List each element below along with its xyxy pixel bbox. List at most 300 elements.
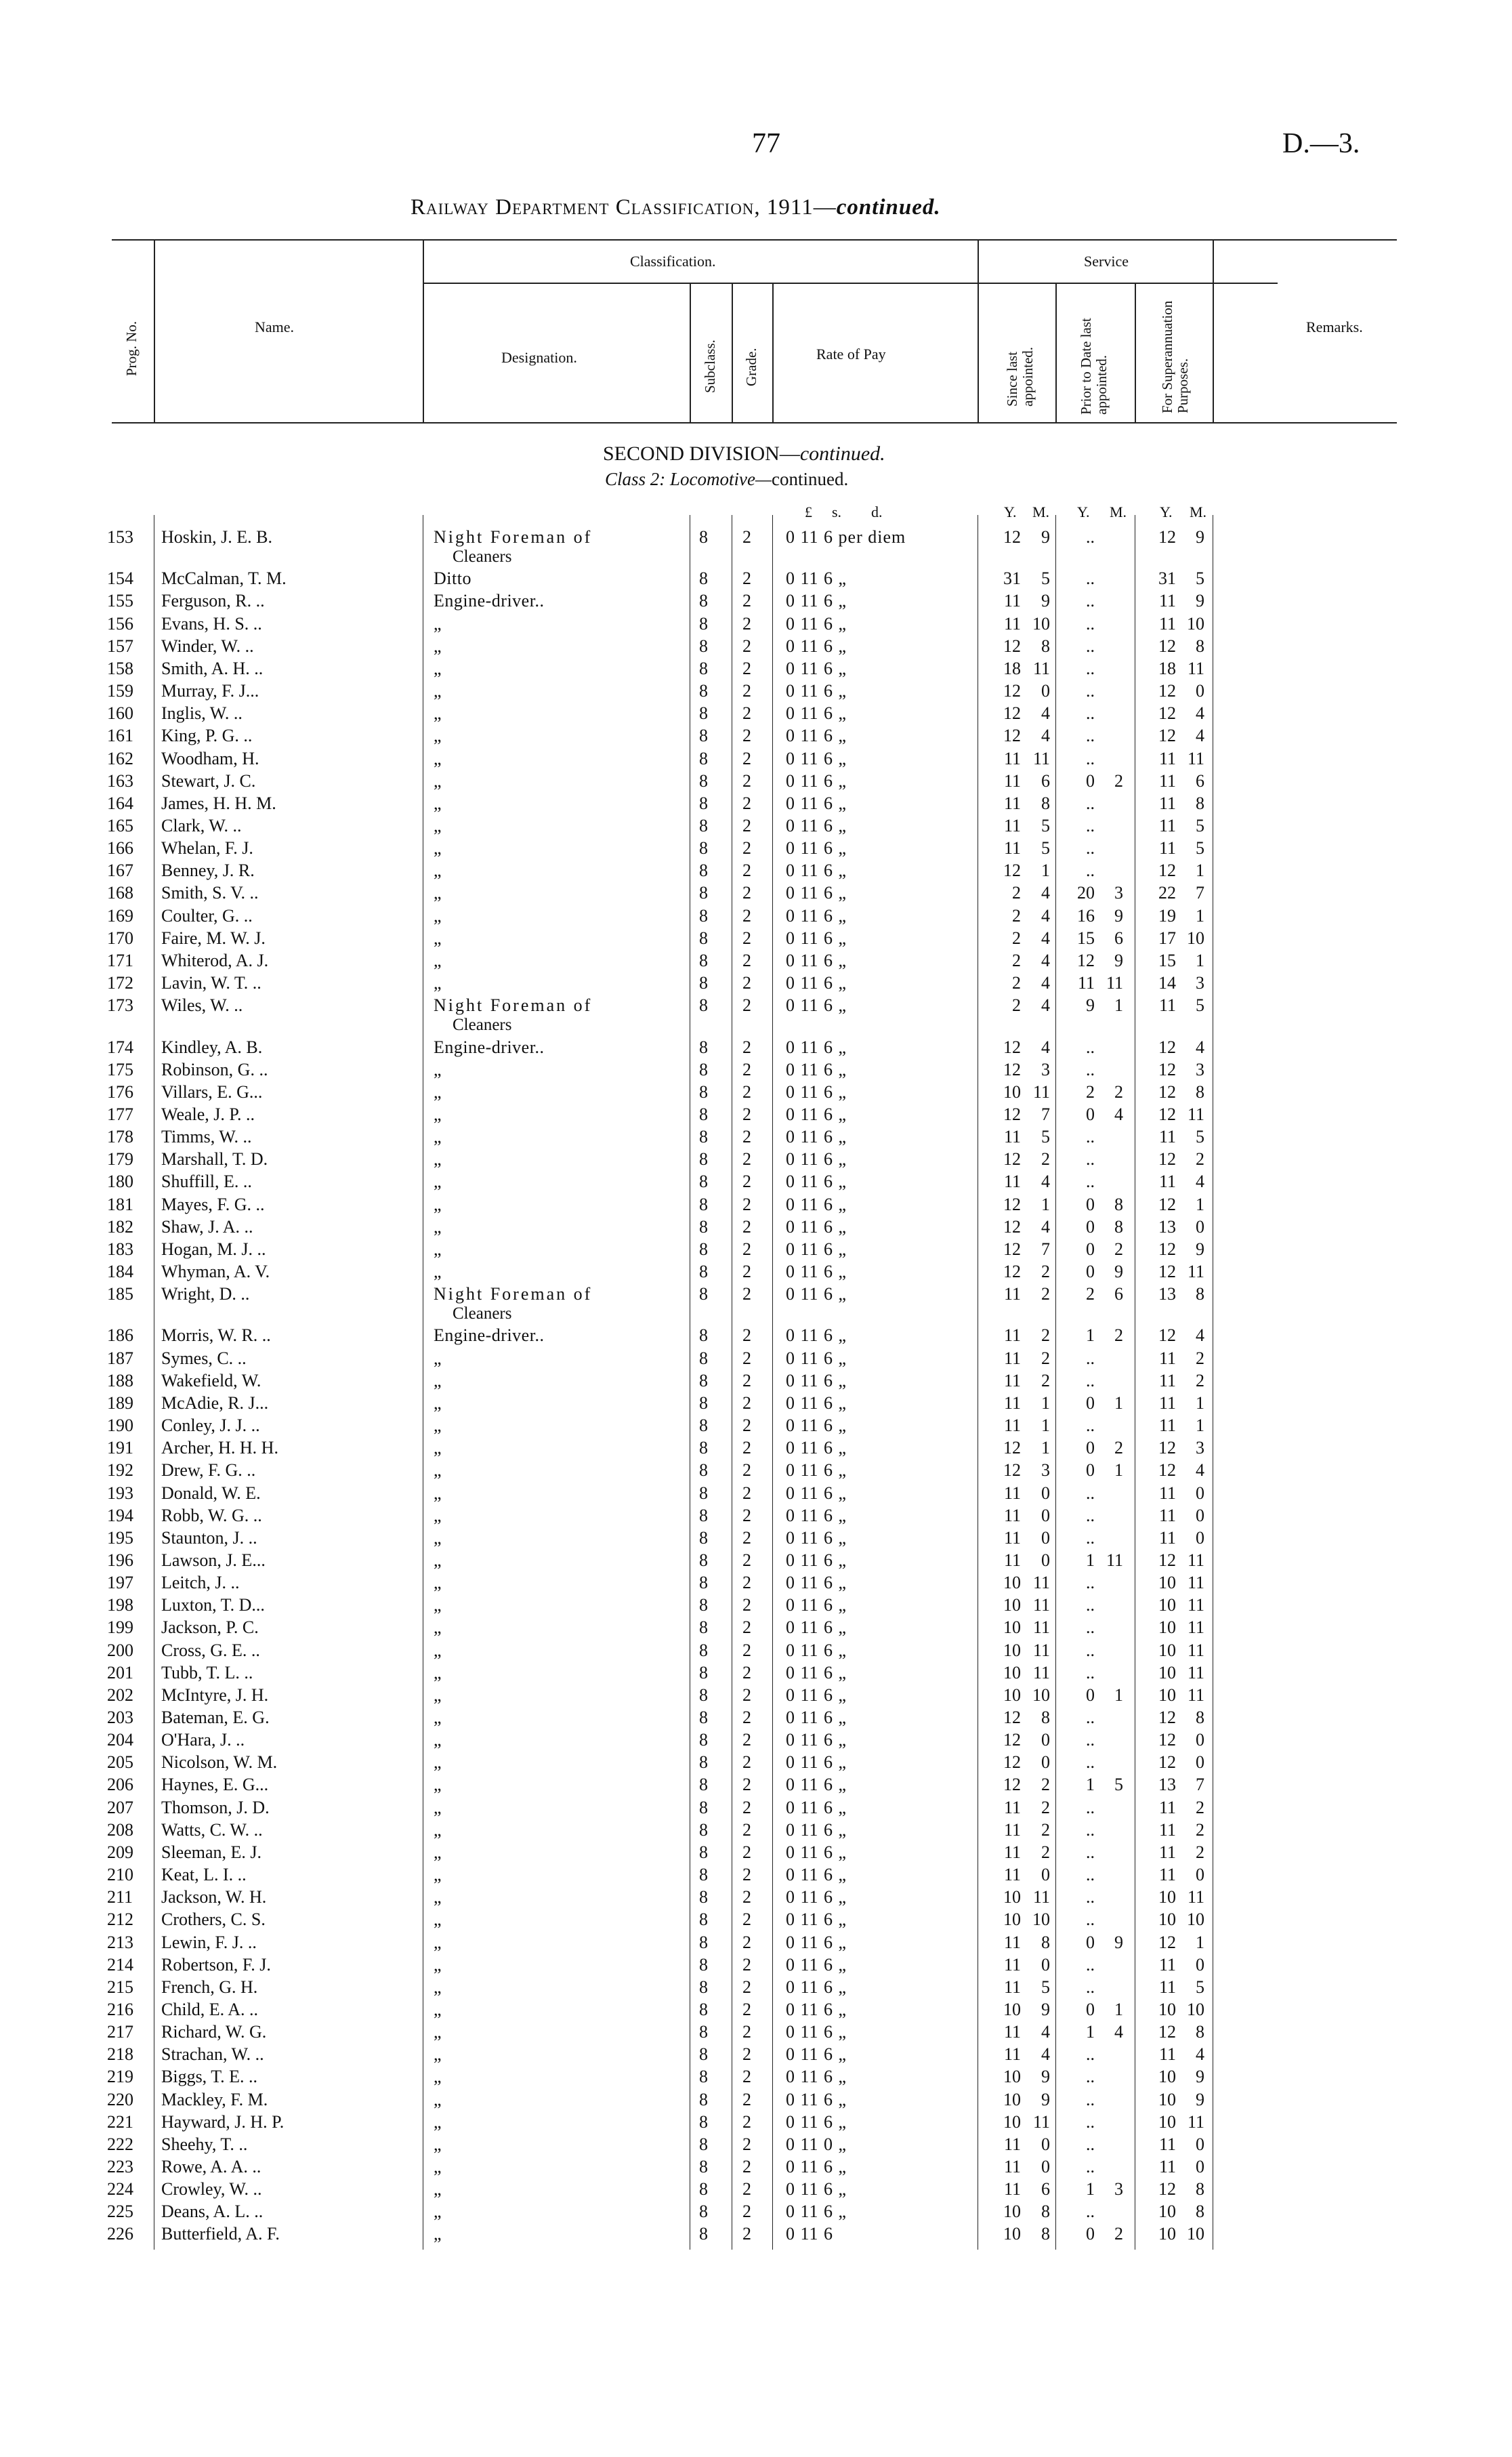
designation: „ <box>434 1842 442 1862</box>
super-years: 12 <box>1158 1149 1176 1169</box>
since-last-months: 2 <box>1041 1371 1050 1390</box>
since-last-months: 0 <box>1041 1865 1050 1884</box>
since-last-months: 4 <box>1041 1217 1050 1237</box>
table-row <box>0 1104 1512 1127</box>
since-last-years: 10 <box>1003 1640 1021 1660</box>
employee-name: Morris, W. R. .. <box>161 1325 271 1345</box>
since-last-months: 1 <box>1041 1416 1050 1435</box>
prog-number: 155 <box>107 591 133 611</box>
employee-name: Jackson, W. H. <box>161 1887 267 1907</box>
subclass: 8 <box>699 681 708 701</box>
employee-name: Shaw, J. A. .. <box>161 1217 253 1237</box>
subclass: 8 <box>699 1483 708 1503</box>
prog-number: 202 <box>107 1685 133 1705</box>
since-last-months: 0 <box>1041 1483 1050 1503</box>
since-last-years: 11 <box>1003 1933 1021 1952</box>
designation: „ <box>434 1239 442 1259</box>
grade: 2 <box>742 1239 751 1259</box>
rate-of-pay: 0 11 6 „ <box>786 1127 847 1147</box>
prog-number: 187 <box>107 1348 133 1368</box>
grade: 2 <box>742 1685 751 1705</box>
designation: Night Foreman of <box>434 995 593 1015</box>
rate-of-pay: 0 11 6 „ <box>786 838 847 858</box>
subclass: 8 <box>699 2224 708 2244</box>
employee-name: Crowley, W. .. <box>161 2179 262 2199</box>
prior-months: 9 <box>1114 951 1123 970</box>
employee-name: Ferguson, R. .. <box>161 591 265 611</box>
since-last-months: 4 <box>1041 883 1050 903</box>
prior-years: .. <box>1086 749 1095 768</box>
prior-years: .. <box>1086 1573 1095 1592</box>
super-months: 8 <box>1196 636 1204 656</box>
super-years: 12 <box>1158 2022 1176 2042</box>
table-row <box>0 1037 1512 1060</box>
grade: 2 <box>742 2044 751 2064</box>
designation: „ <box>434 1438 442 1458</box>
employee-name: Clark, W. .. <box>161 816 242 835</box>
since-last-years: 11 <box>1003 1955 1021 1975</box>
header-prior-to-date: Prior to Date last appointed. <box>1078 318 1110 415</box>
subclass: 8 <box>699 1685 708 1705</box>
rate-of-pay: 0 11 6 „ <box>786 749 847 768</box>
rate-of-pay: 0 11 6 „ <box>786 659 847 678</box>
rate-of-pay: 0 11 6 „ <box>786 771 847 791</box>
prog-number: 209 <box>107 1842 133 1862</box>
prior-years: 11 <box>1077 973 1095 993</box>
super-months: 5 <box>1196 816 1204 835</box>
header-designation: Designation. <box>501 349 577 366</box>
designation: „ <box>434 1663 442 1682</box>
designation: „ <box>434 1082 442 1102</box>
since-last-years: 11 <box>1003 2134 1021 2154</box>
employee-name: Robertson, F. J. <box>161 1955 271 1975</box>
subclass: 8 <box>699 591 708 611</box>
since-last-years: 12 <box>1003 1217 1021 1237</box>
since-last-years: 12 <box>1003 1037 1021 1057</box>
prog-number: 210 <box>107 1865 133 1884</box>
table-row <box>0 1082 1512 1104</box>
designation: „ <box>434 1865 442 1884</box>
since-last-years: 31 <box>1003 569 1021 588</box>
since-last-months: 2 <box>1041 1775 1050 1794</box>
rate-of-pay: 0 11 6 „ <box>786 1842 847 1862</box>
designation: „ <box>434 1955 442 1975</box>
prior-months: 1 <box>1114 1393 1123 1413</box>
super-months: 11 <box>1187 1550 1204 1570</box>
prog-number: 182 <box>107 1217 133 1237</box>
prog-number: 221 <box>107 2112 133 2132</box>
super-months: 11 <box>1187 659 1204 678</box>
rate-of-pay: 0 11 6 „ <box>786 1617 847 1637</box>
super-months: 11 <box>1187 1573 1204 1592</box>
super-years: 11 <box>1158 1820 1176 1840</box>
table-row <box>0 2090 1512 2112</box>
rate-of-pay: 0 11 6 „ <box>786 2090 847 2109</box>
designation: „ <box>434 1573 442 1592</box>
subclass: 8 <box>699 1663 708 1682</box>
super-years: 10 <box>1158 2224 1176 2244</box>
prog-number: 184 <box>107 1262 133 1281</box>
subclass: 8 <box>699 1416 708 1435</box>
prior-years: 0 <box>1086 1438 1095 1458</box>
prior-years: 0 <box>1086 771 1095 791</box>
prog-number: 204 <box>107 1730 133 1750</box>
super-years: 11 <box>1158 614 1176 634</box>
super-months: 5 <box>1196 995 1204 1015</box>
since-last-years: 10 <box>1003 1685 1021 1705</box>
designation: „ <box>434 1416 442 1435</box>
classification-underline <box>423 283 1278 284</box>
grade: 2 <box>742 1528 751 1548</box>
since-last-years: 12 <box>1003 1775 1021 1794</box>
page-title <box>411 195 941 220</box>
employee-name: French, G. H. <box>161 1977 258 1997</box>
table-row <box>0 1685 1512 1708</box>
super-months: 9 <box>1196 1239 1204 1259</box>
designation: „ <box>434 1104 442 1124</box>
employee-name: Smith, S. V. .. <box>161 883 259 903</box>
grade: 2 <box>742 1325 751 1345</box>
super-years: 12 <box>1158 1325 1176 1345</box>
prog-number: 193 <box>107 1483 133 1503</box>
rate-of-pay: 0 11 6 „ <box>786 1262 847 1281</box>
super-years: 10 <box>1158 2000 1176 2019</box>
super-years: 11 <box>1158 1842 1176 1862</box>
super-years: 11 <box>1158 995 1176 1015</box>
rate-of-pay: 0 11 6 „ <box>786 569 847 588</box>
since-last-years: 12 <box>1003 1438 1021 1458</box>
prior-years: 0 <box>1086 2000 1095 2019</box>
employee-name: Faire, M. W. J. <box>161 928 266 948</box>
since-last-months: 5 <box>1041 1977 1050 1997</box>
designation: „ <box>434 951 442 970</box>
prog-number: 194 <box>107 1506 133 1525</box>
since-last-months: 5 <box>1041 816 1050 835</box>
subclass: 8 <box>699 2044 708 2064</box>
super-months: 9 <box>1196 2090 1204 2109</box>
since-last-years: 11 <box>1003 2022 1021 2042</box>
designation: „ <box>434 1371 442 1390</box>
rate-of-pay: 0 11 6 „ <box>786 973 847 993</box>
subclass: 8 <box>699 1977 708 1997</box>
prog-number: 224 <box>107 2179 133 2199</box>
employee-name: Timms, W. .. <box>161 1127 252 1147</box>
super-years: 13 <box>1158 1284 1176 1304</box>
since-last-years: 11 <box>1003 2044 1021 2064</box>
table-row <box>0 1348 1512 1371</box>
designation: „ <box>434 2157 442 2176</box>
rate-of-pay: 0 11 6 „ <box>786 1595 847 1615</box>
super-years: 12 <box>1158 703 1176 723</box>
subclass: 8 <box>699 703 708 723</box>
employee-name: McIntyre, J. H. <box>161 1685 269 1705</box>
subclass: 8 <box>699 2134 708 2154</box>
prior-months: 11 <box>1106 1550 1123 1570</box>
designation: „ <box>434 1617 442 1637</box>
super-months: 3 <box>1196 1060 1204 1079</box>
super-months: 8 <box>1196 2202 1204 2221</box>
prog-number: 199 <box>107 1617 133 1637</box>
super-months: 4 <box>1196 703 1204 723</box>
prior-years: .. <box>1086 1640 1095 1660</box>
table-row <box>0 1865 1512 1887</box>
super-years: 12 <box>1158 1708 1176 1727</box>
rate-of-pay: 0 11 6 „ <box>786 1239 847 1259</box>
prior-months: 8 <box>1114 1195 1123 1214</box>
grade: 2 <box>742 1127 751 1147</box>
header-classification: Classification. <box>630 253 716 270</box>
unit-years-super: Y. <box>1160 503 1173 520</box>
super-months: 11 <box>1187 2112 1204 2132</box>
since-last-years: 10 <box>1003 1617 1021 1637</box>
unit-years-last: Y. <box>1004 503 1017 520</box>
grade: 2 <box>742 569 751 588</box>
rate-of-pay: 0 11 6 „ <box>786 1037 847 1057</box>
since-last-months: 11 <box>1032 2112 1050 2132</box>
rate-of-pay: 0 11 6 „ <box>786 1730 847 1750</box>
since-last-months: 7 <box>1041 1239 1050 1259</box>
table-row <box>0 1149 1512 1172</box>
super-months: 5 <box>1196 1977 1204 1997</box>
designation: „ <box>434 1060 442 1079</box>
super-years: 10 <box>1158 1909 1176 1929</box>
since-last-months: 1 <box>1041 1195 1050 1214</box>
prior-months: 9 <box>1114 906 1123 926</box>
since-last-years: 10 <box>1003 2067 1021 2086</box>
employee-name: Wiles, W. .. <box>161 995 243 1015</box>
since-last-months: 11 <box>1032 1887 1050 1907</box>
grade: 2 <box>742 1348 751 1368</box>
prior-years: 15 <box>1077 928 1095 948</box>
table-row <box>0 636 1512 659</box>
subclass: 8 <box>699 1820 708 1840</box>
subclass: 8 <box>699 1438 708 1458</box>
employee-name: Whiterod, A. J. <box>161 951 269 970</box>
rate-of-pay: 0 11 6 „ <box>786 1865 847 1884</box>
since-last-years: 11 <box>1003 1284 1021 1304</box>
super-months: 2 <box>1196 1798 1204 1817</box>
prior-years: 20 <box>1077 883 1095 903</box>
since-last-months: 4 <box>1041 1037 1050 1057</box>
since-last-months: 4 <box>1041 1172 1050 1191</box>
page-title-main: Railway Department Classification, 1911— <box>411 195 837 220</box>
super-months: 0 <box>1196 1483 1204 1503</box>
designation: „ <box>434 1798 442 1817</box>
prior-years: .. <box>1086 1887 1095 1907</box>
since-last-months: 2 <box>1041 1842 1050 1862</box>
super-months: 9 <box>1196 591 1204 611</box>
table-row <box>0 659 1512 681</box>
rate-of-pay: 0 11 6 „ <box>786 726 847 745</box>
employee-name: Child, E. A. .. <box>161 2000 259 2019</box>
grade: 2 <box>742 703 751 723</box>
super-months: 8 <box>1196 1284 1204 1304</box>
since-last-months: 9 <box>1041 591 1050 611</box>
super-years: 10 <box>1158 1663 1176 1682</box>
employee-name: Wright, D. .. <box>161 1284 250 1304</box>
super-years: 12 <box>1158 2179 1176 2199</box>
table-row <box>0 1730 1512 1752</box>
super-months: 9 <box>1196 2067 1204 2086</box>
employee-name: Robb, W. G. .. <box>161 1506 262 1525</box>
since-last-months: 11 <box>1032 1573 1050 1592</box>
prior-years: .. <box>1086 1595 1095 1615</box>
super-months: 5 <box>1196 838 1204 858</box>
prog-number: 223 <box>107 2157 133 2176</box>
rate-of-pay: 0 11 6 „ <box>786 1348 847 1368</box>
designation: „ <box>434 659 442 678</box>
prior-years: .. <box>1086 636 1095 656</box>
designation: „ <box>434 816 442 835</box>
super-years: 12 <box>1158 1933 1176 1952</box>
table-row <box>0 883 1512 905</box>
employee-name: Haynes, E. G... <box>161 1775 269 1794</box>
subclass: 8 <box>699 1060 708 1079</box>
rate-of-pay: 0 11 6 „ <box>786 2112 847 2132</box>
since-last-months: 0 <box>1041 681 1050 701</box>
since-last-years: 11 <box>1003 2179 1021 2199</box>
prog-number: 191 <box>107 1438 133 1458</box>
prior-months: 6 <box>1114 928 1123 948</box>
super-years: 10 <box>1158 1617 1176 1637</box>
subclass: 8 <box>699 1217 708 1237</box>
subclass: 8 <box>699 1262 708 1281</box>
subclass: 8 <box>699 2090 708 2109</box>
prior-months: 1 <box>1114 1685 1123 1705</box>
prior-months: 11 <box>1106 973 1123 993</box>
designation: Engine-driver.. <box>434 591 545 611</box>
prior-years: .. <box>1086 527 1095 547</box>
employee-name: Staunton, J. .. <box>161 1528 257 1548</box>
grade: 2 <box>742 973 751 993</box>
prior-years: .. <box>1086 659 1095 678</box>
grade: 2 <box>742 1933 751 1952</box>
grade: 2 <box>742 749 751 768</box>
class-emph: continued. <box>772 469 849 489</box>
since-last-months: 1 <box>1041 1393 1050 1413</box>
subclass: 8 <box>699 2000 708 2019</box>
rate-of-pay: 0 11 6 „ <box>786 681 847 701</box>
table-row <box>0 1550 1512 1573</box>
since-last-months: 11 <box>1032 749 1050 768</box>
since-last-years: 2 <box>1012 906 1021 926</box>
designation: „ <box>434 749 442 768</box>
grade: 2 <box>742 793 751 813</box>
subclass: 8 <box>699 1595 708 1615</box>
since-last-years: 12 <box>1003 1752 1021 1772</box>
prior-years: .. <box>1086 1617 1095 1637</box>
grade: 2 <box>742 1955 751 1975</box>
prog-number: 180 <box>107 1172 133 1191</box>
since-last-years: 11 <box>1003 1371 1021 1390</box>
super-months: 4 <box>1196 1460 1204 1480</box>
since-last-years: 11 <box>1003 1172 1021 1191</box>
prior-months: 1 <box>1114 2000 1123 2019</box>
designation: „ <box>434 771 442 791</box>
super-months: 7 <box>1196 1775 1204 1794</box>
subclass: 8 <box>699 1371 708 1390</box>
subclass: 8 <box>699 1730 708 1750</box>
prog-number: 174 <box>107 1037 133 1057</box>
since-last-years: 2 <box>1012 995 1021 1015</box>
header-remarks: Remarks. <box>1306 318 1363 335</box>
prog-number: 181 <box>107 1195 133 1214</box>
super-years: 11 <box>1158 1416 1176 1435</box>
employee-name: Tubb, T. L. .. <box>161 1663 253 1682</box>
super-years: 12 <box>1158 1037 1176 1057</box>
since-last-months: 0 <box>1041 2157 1050 2176</box>
prior-years: .. <box>1086 1909 1095 1929</box>
rate-of-pay: 0 11 6 „ <box>786 1506 847 1525</box>
since-last-years: 12 <box>1003 1149 1021 1169</box>
super-months: 10 <box>1187 2000 1204 2019</box>
designation: „ <box>434 838 442 858</box>
subclass: 8 <box>699 861 708 880</box>
table-row <box>0 1284 1512 1323</box>
employee-name: McCalman, T. M. <box>161 569 287 588</box>
grade: 2 <box>742 1060 751 1079</box>
employee-name: Weale, J. P. .. <box>161 1104 255 1124</box>
prior-years: 9 <box>1086 995 1095 1015</box>
grade: 2 <box>742 995 751 1015</box>
subclass: 8 <box>699 1708 708 1727</box>
since-last-months: 0 <box>1041 1550 1050 1570</box>
super-years: 10 <box>1158 1573 1176 1592</box>
rate-of-pay: 0 11 6 „ <box>786 1640 847 1660</box>
subclass: 8 <box>699 1284 708 1304</box>
prior-months: 9 <box>1114 1262 1123 1281</box>
header-name: Name. <box>255 318 295 335</box>
prior-years: 0 <box>1086 2224 1095 2244</box>
rate-of-pay: 0 11 6 „ <box>786 1217 847 1237</box>
since-last-months: 2 <box>1041 1284 1050 1304</box>
designation: „ <box>434 1127 442 1147</box>
subclass: 8 <box>699 771 708 791</box>
super-months: 4 <box>1196 1325 1204 1345</box>
since-last-years: 12 <box>1003 527 1021 547</box>
since-last-years: 2 <box>1012 951 1021 970</box>
super-months: 11 <box>1187 1640 1204 1660</box>
prior-years: 0 <box>1086 1393 1095 1413</box>
since-last-months: 7 <box>1041 1104 1050 1124</box>
grade: 2 <box>742 1393 751 1413</box>
super-months: 1 <box>1196 1393 1204 1413</box>
subclass: 8 <box>699 1104 708 1124</box>
prog-number: 173 <box>107 995 133 1015</box>
since-last-years: 11 <box>1003 816 1021 835</box>
subclass: 8 <box>699 816 708 835</box>
prior-months: 6 <box>1114 1284 1123 1304</box>
super-years: 11 <box>1158 1127 1176 1147</box>
since-last-years: 11 <box>1003 1393 1021 1413</box>
table-row <box>0 2112 1512 2134</box>
table-row <box>0 2179 1512 2202</box>
subclass: 8 <box>699 1842 708 1862</box>
prog-number: 170 <box>107 928 133 948</box>
since-last-months: 4 <box>1041 951 1050 970</box>
since-last-months: 2 <box>1041 1262 1050 1281</box>
prior-months: 4 <box>1114 2022 1123 2042</box>
grade: 2 <box>742 2179 751 2199</box>
grade: 2 <box>742 1416 751 1435</box>
designation: „ <box>434 906 442 926</box>
since-last-years: 12 <box>1003 1262 1021 1281</box>
since-last-years: 11 <box>1003 1820 1021 1840</box>
table-row <box>0 2044 1512 2067</box>
prog-number: 225 <box>107 2202 133 2221</box>
super-years: 11 <box>1158 771 1176 791</box>
designation: „ <box>434 2022 442 2042</box>
